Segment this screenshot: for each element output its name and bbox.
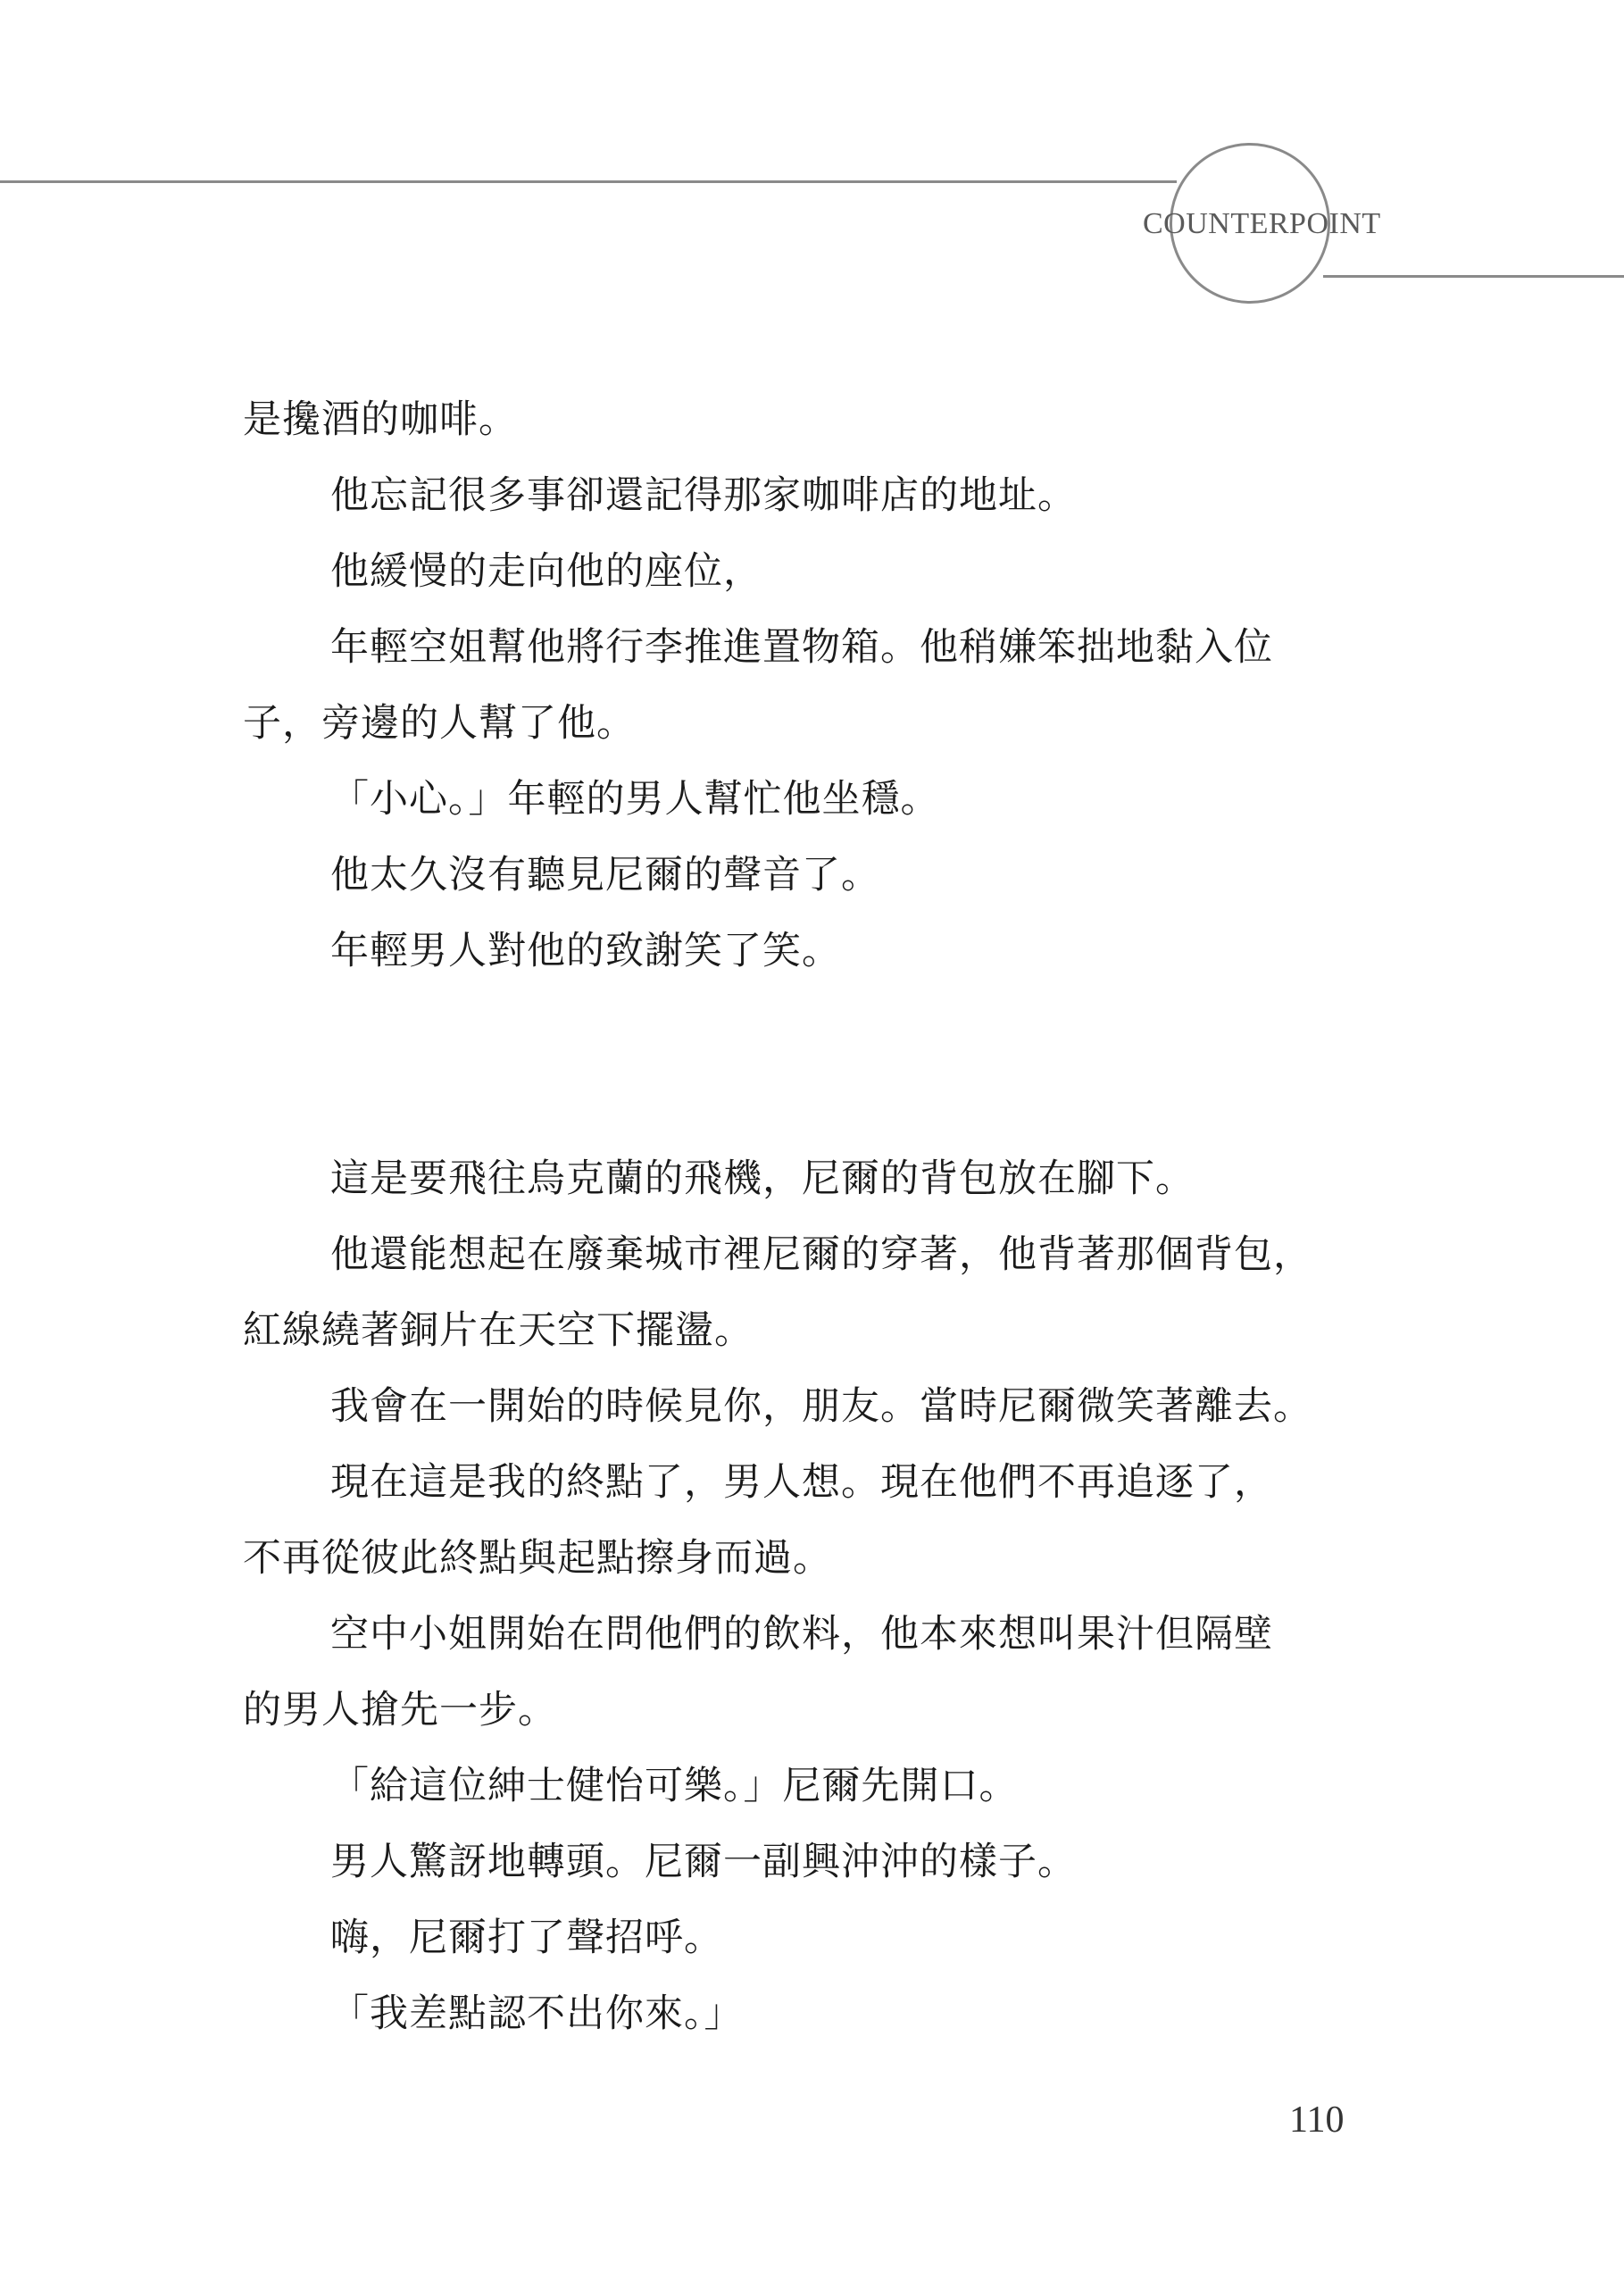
text-line: 我會在一開始的時候見你，朋友。當時尼爾微笑著離去。	[330, 1384, 1312, 1429]
header-rule-right	[1323, 275, 1624, 278]
text-line: 他緩慢的走向他的座位，	[330, 549, 762, 594]
text-line: 子，旁邊的人幫了他。	[243, 701, 636, 746]
text-line: 的男人搶先一步。	[243, 1688, 557, 1732]
text-line: 「給這位紳士健怡可樂。」尼爾先開口。	[330, 1764, 1019, 1808]
text-line: 是攙酒的咖啡。	[243, 397, 518, 442]
text-line: 他太久沒有聽見尼爾的聲音了。	[330, 853, 880, 897]
page-number: 110	[1289, 2100, 1345, 2141]
text-line: 這是要飛往烏克蘭的飛機，尼爾的背包放在腳下。	[330, 1156, 1195, 1201]
text-line: 他忘記很多事卻還記得那家咖啡店的地址。	[330, 473, 1077, 518]
text-line: 「小心。」年輕的男人幫忙他坐穩。	[330, 777, 940, 822]
text-line: 現在這是我的終點了，男人想。現在他們不再追逐了，	[330, 1460, 1273, 1505]
text-line: 他還能想起在廢棄城市裡尼爾的穿著，他背著那個背包，	[330, 1232, 1312, 1277]
text-line: 不再從彼此終點與起點擦身而過。	[243, 1536, 832, 1581]
running-header-brand: COUNTERPOINT	[1143, 207, 1381, 240]
text-line: 「我差點認不出你來。」	[330, 1991, 744, 2036]
text-line: 空中小姐開始在問他們的飲料，他本來想叫果汁但隔壁	[330, 1612, 1273, 1657]
text-line: 年輕男人對他的致謝笑了笑。	[330, 929, 841, 973]
text-line: 年輕空姐幫他將行李推進置物箱。他稍嫌笨拙地黏入位	[330, 625, 1273, 670]
header-rule-left	[0, 180, 1177, 183]
text-line: 男人驚訝地轉頭。尼爾一副興沖沖的樣子。	[330, 1840, 1077, 1884]
text-line: 紅線繞著銅片在天空下擺盪。	[243, 1308, 754, 1353]
text-line: 嗨，尼爾打了聲招呼。	[330, 1916, 723, 1960]
